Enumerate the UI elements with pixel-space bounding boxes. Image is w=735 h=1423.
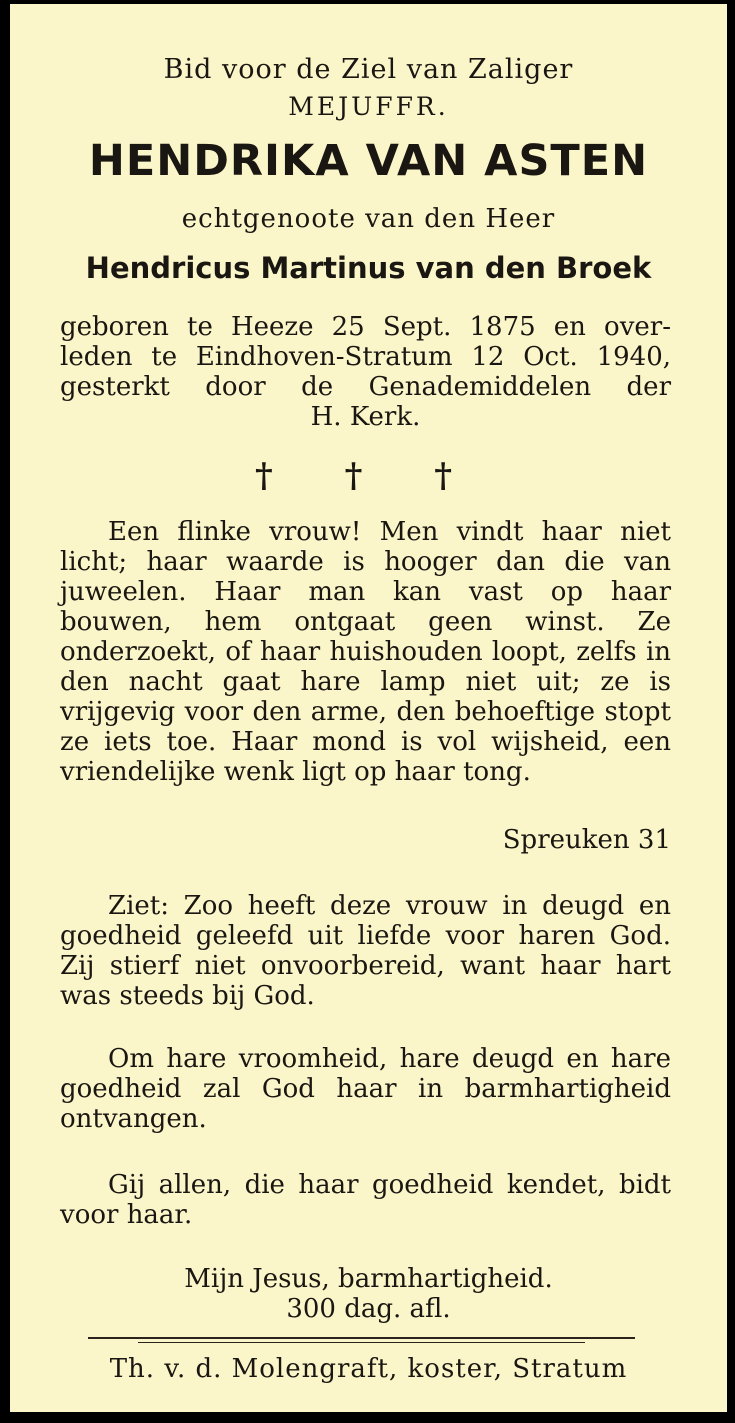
bio-block <box>60 312 671 432</box>
spouse-name: Hendricus Martinus van den Broek <box>85 251 652 285</box>
memorial-card <box>10 4 727 1412</box>
paragraph-proverbs: Een flinke vrouw! Men vindt haar niet licht; haar waarde is hooger dan die van juweelen. Haar man kan vast op haar bouwen, hem ontgaat geen winst. Ze onderzoekt, of haar huishouden loopt, zelfs in den nacht gaat hare lamp niet uit; ze is vrijgevig voor den arme, den behoeftige stopt ze iets toe. Haar mond is vol wijsheid, een vriendelijke wenk ligt op haar tong. <box>60 517 671 787</box>
bio-line-4: H. Kerk. <box>310 402 421 432</box>
paragraph-request: Gij allen, die haar goedheid kendet, bidt voor haar. <box>60 1170 671 1230</box>
pray-line: Bid voor de Ziel van Zaliger <box>163 54 574 85</box>
prayer-line-1: Mijn Jesus, barmhartigheid. <box>184 1264 553 1294</box>
bio-line-3: gesterkt door de Genademiddelen der <box>60 372 671 402</box>
spouse-label: echtgenoote van den Heer <box>181 204 556 234</box>
divider-top <box>88 1337 635 1339</box>
printer-credit: Th. v. d. Molengraft, koster, Stratum <box>109 1354 628 1384</box>
bio-line-2: leden te Eindhoven-Stratum 12 Oct. 1940, <box>60 342 671 372</box>
honorific: MEJUFFR. <box>288 92 449 121</box>
deceased-name: HENDRIKA VAN ASTEN <box>88 136 649 186</box>
prayer-line-2: 300 dag. afl. <box>286 1294 451 1324</box>
paragraph-virtue: Ziet: Zoo heeft deze vrouw in deugd en goedheid geleefd uit liefde voor haren God. Zij stierf niet onvoorbereid, want haar hart was steeds bij God. <box>60 891 671 1011</box>
divider-bottom <box>138 1342 585 1343</box>
paragraph-mercy: Om hare vroomheid, hare deugd en hare goedheid zal God haar in barmhartigheid ontvangen. <box>60 1044 671 1134</box>
indulgence-prayer <box>10 1264 727 1324</box>
cross-icons: † † † <box>254 456 482 496</box>
bio-line-1: geboren te Heeze 25 Sept. 1875 en over- <box>60 312 671 342</box>
paragraph-source: Spreuken 31 <box>502 825 671 855</box>
